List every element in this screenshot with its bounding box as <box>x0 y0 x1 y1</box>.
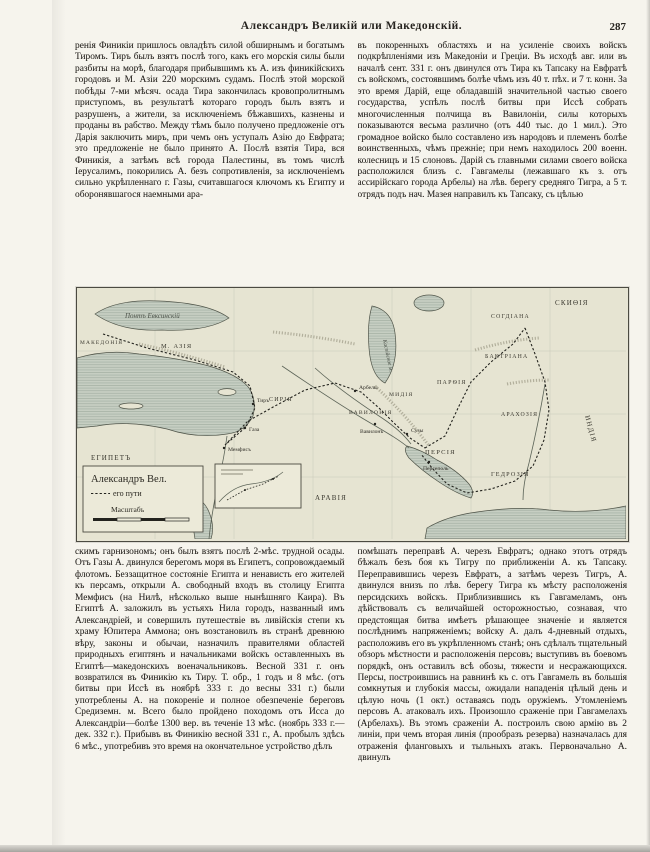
map-label-media: МИДІЯ <box>389 392 414 398</box>
map-label-arachosia: АРАХОЗІЯ <box>501 412 539 418</box>
map-figure <box>76 287 629 542</box>
map-label-asia-minor: М. АЗІЯ <box>161 343 193 350</box>
map-label-sogdiana: СОГДІАНА <box>491 314 530 320</box>
map-legend-scale-bar <box>93 518 189 521</box>
map-label-black-sea: Понтъ Евксинскій <box>125 312 180 320</box>
map-legend-route-label: его пути <box>113 489 142 498</box>
map-label-bactriana: БАКТРІАНА <box>485 354 529 360</box>
alexander-campaign-map <box>77 288 626 539</box>
map-label-egypt: ЕГИПЕТЪ <box>91 454 132 462</box>
map-city-susa: Сузы <box>411 428 424 434</box>
scan-edge-bottom <box>0 845 650 852</box>
map-label-parthia: ПАРѲІЯ <box>437 380 467 386</box>
map-legend-scale-label: Масштабъ <box>111 505 145 514</box>
page-title: Александръ Великій или Македонскій. <box>240 20 463 32</box>
right-column-bottom: помѣшать переправѣ А. черезъ Евфратъ; однако этотъ отрядъ бѣжалъ безъ боя къ Тигру по приближеніи А. къ Тапсаку. Переправившись черезъ Евфратъ, а затѣмъ черезъ Тигръ, А. двинулся внизъ по лѣв. берегу Тигра къ мѣсту расположенія персидскихъ войскъ. Приблизившись къ Гавгамеламъ, онъ дѣйствовалъ съ величайшей осторожностью, сознавая, что предстоящая битва имѣетъ рѣшающее значеніе и является послѣднимъ напряженіемъ; войску А. далъ 4-дневный отдыхъ, расположивъ его въ укрѣпленномъ станѣ; онъ сдѣлалъ тщательный обзоръ мѣстности и расположенія персовъ; выступивъ въ боевомъ порядкѣ, онъ оставилъ всѣ обозы, тяжести и несражающихся. Персы, построившись на равнинѣ къ с. отъ Гавгамелъ въ большія сомкнутыя и глубокія массы, ожидали нападенія цѣлый день и цѣлую ночь (1 окт.) оставаясь подъ оружіемъ. Утомленіемъ персовъ А. атаковалъ ихъ. Произошло сраженіе при Гавгамелахъ (Арбелахъ). Въ этомъ сраженіи А. построилъ свою армію въ 2 линіи, при чемъ вторая линія (прообразъ резерва) назначалась для отраженія фланговыхъ и тыльныхъ атакъ. Первоначально А. двинулъ <box>357 547 627 764</box>
map-legend <box>83 466 203 532</box>
map-city-tyre: Тиръ <box>257 398 269 404</box>
map-label-persia: ПЕРСІЯ <box>425 449 456 456</box>
crete-island <box>119 403 143 409</box>
right-column-top: въ покоренныхъ областяхъ и на усиленіе своихъ войскъ подкрѣпленіями изъ Македоніи и Греціи. Въ исходѣ авг. или въ началѣ сент. 331 г. онъ двинулся отъ Тира къ Тапсаку на Евфратѣ съ войскомъ, состоявшимъ болѣе чѣмъ изъ 40 т. пѣх. и 7 т. конн. За это время Дарій, еще обладавшій значительной частью своего государства, успѣлъ послѣ битвы при Иссѣ собрать многочисленныя полчища въ Вавилоніи, силы которыхъ показываются весьма различно (отъ 440 тыс. до 1 мил.). Это громадное войско было составлено изъ народовъ и племенъ болѣе воинственныхъ, чѣмъ прежніе; при немъ находилось 200 военн. колесницъ и 15 слоновъ. Дарій съ главными силами своего войска расположился близъ с. Гавгамелы (лежавшаго къ з. отъ ассирійскаго города Арбелы) на лѣв. берегу средняго Тигра, а 5 т. отрядъ подъ нач. Мазея направилъ къ Тапсаку, съ цѣлью <box>357 41 627 200</box>
map-label-babylonia: ВАВИЛОНІЯ <box>349 410 393 416</box>
page-number: 287 <box>609 21 626 33</box>
cyprus-island <box>218 389 236 396</box>
map-label-macedonia: МАКЕДОНІЯ <box>80 340 124 346</box>
map-city-babylon: Вавилонъ <box>360 429 384 435</box>
map-city-arbela: Арбелы <box>359 385 378 391</box>
aral-sea-shape <box>414 295 444 311</box>
map-label-india: ИНДІЯ <box>583 414 599 444</box>
scan-edge-right <box>646 0 650 852</box>
map-label-scythia: СКИѲІЯ <box>555 299 589 307</box>
map-city-gaza: Газа <box>249 427 260 433</box>
map-city-persepolis: Персеполь <box>423 466 449 472</box>
map-label-gedrosia: ГЕДРОЗІЯ <box>491 471 530 478</box>
left-column-top: ренія Финикіи пришлось овладѣть силой обширнымъ и богатымъ Тиромъ. Тиръ былъ взятъ послѣ того, какъ его морскія силы были разбиты на морѣ, благодаря прибывшимъ къ А. изъ финикійскихъ городовъ и М. Азіи 220 морскимъ судамъ. Послѣ этой морской побѣды 7-ми мѣсяч. осада Тира закончилась кровопролитнымъ приступомъ, въ результатѣ котораго городъ былъ взятъ и разрушенъ, а жители, за исключеніемъ бѣжавшихъ, казнены и проданы въ рабство. Между тѣмъ было получено предложеніе отъ Дарія заключить миръ, при чемъ онъ уступалъ Азію до Евфрата; это предложеніе не было принято А. Послѣ взятія Тира, вся Финикія, а затѣмъ всѣ города Палестины, въ томъ числѣ Іерусалимъ, покорились А. безъ сопротивленія, за исключеніемъ сильно укрѣпленнаго г. Газы, считавшагося ключомъ къ Египту и оборонявшагося наемными ара- <box>75 41 345 200</box>
text-block-bottom <box>75 547 627 845</box>
map-legend-title: Александръ Вел. <box>91 474 167 485</box>
map-inset <box>215 464 301 508</box>
map-label-arabia: АРАВІЯ <box>315 494 347 502</box>
text-block-top <box>75 41 627 286</box>
binding-gutter-shadow <box>52 0 66 852</box>
page-header <box>75 20 628 36</box>
map-label-caspian-sea: Каспійское м. <box>381 339 394 373</box>
map-city-memphis: Мемфисъ <box>228 447 251 453</box>
left-column-bottom: скимъ гарнизономъ; онъ былъ взятъ послѣ 2-мѣс. трудной осады. Отъ Газы А. двинулся берегомъ моря въ Египетъ, сопровождаемый флотомъ. Беззащитное состояніе Египта и ненависть его жителей къ персамъ, открыли А. свободный входъ въ столицу Египта Мемфисъ (на Нилѣ, нѣсколько выше нынѣшняго Каира). Въ Египтѣ А. заложилъ въ устьяхъ Нила городъ, названный имъ Александріей, и совершилъ путешествіе въ ливійскія степи къ храму Юпитера Аммона; онъ возстановилъ въ странѣ древнюю вѣру, законы и обычаи, назначилъ правителями областей природныхъ египтянъ и начальниками войскъ оставленныхъ въ Египтѣ—македонскихъ военачальниковъ. Весной 331 г. онъ возвратился въ Финикію къ Тиру. Т. обр., 1 годъ и 8 мѣс. (отъ битвы при Иссѣ въ ноябрѣ 333 г. до весны 331 г.) были употреблены А. на покореніе и полное обезпеченіе береговъ Средиземн. м. Всего было пройдено походомъ отъ Исса до Александріи—болѣе 1300 вер. въ теченіе 13 мѣс. (ноябрь 333 г.— дек. 332 г.). Прибывъ въ Финикію весной 331 г., А. пробылъ здѣсь 6 мѣс., употребивъ это время на окончательное устройство дѣлъ <box>75 547 345 752</box>
map-label-syria: СИРІЯ <box>269 397 293 403</box>
